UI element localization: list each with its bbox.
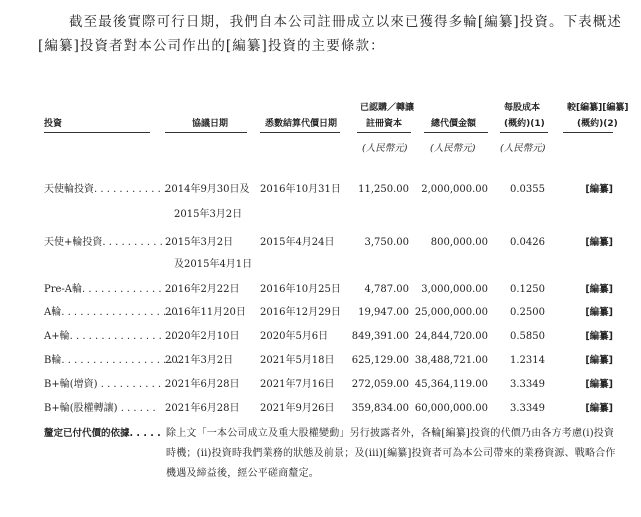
- header-registered-capital-line2: 註冊資本: [366, 119, 403, 129]
- row-agreement-date: 2021年6月28日: [165, 379, 240, 390]
- header-agreement-date: 協議日期: [192, 119, 229, 129]
- row-settlement-date: 2015年4月24日: [260, 237, 335, 248]
- row-discount: [編纂]: [585, 355, 613, 366]
- header-investment: 投資: [44, 119, 63, 129]
- header-cost-per-share-line2: (概約)(1): [504, 119, 545, 129]
- row-agreement-date: 2016年2月22日: [165, 284, 240, 295]
- row-discount: [編纂]: [585, 403, 613, 414]
- row-settlement-date: 2021年9月26日: [260, 403, 335, 414]
- header-cost-per-share-line1: 每股成本: [504, 103, 541, 113]
- row-investment: B輪. . . . . . . . . . . . . . . . . . .: [44, 355, 179, 366]
- row-discount: [編纂]: [585, 184, 613, 195]
- row-cost-per-share: 0.5850: [510, 331, 545, 342]
- row-agreement-date: 2014年9月30日及: [165, 184, 250, 195]
- header-rule: [357, 132, 411, 133]
- row-cost-per-share: 0.0426: [510, 237, 545, 248]
- row-investment: 天使輪投資. . . . . . . . . . . .: [44, 184, 168, 195]
- header-rule: [165, 132, 247, 133]
- row-investment: A輪. . . . . . . . . . . . . . . . . . .: [44, 307, 179, 318]
- row-agreement-date: 2021年3月2日: [165, 355, 234, 366]
- header-rule: [260, 132, 340, 133]
- row-cost-per-share: 0.0355: [510, 184, 545, 195]
- row-total-consideration: 2,000,000.00: [421, 184, 488, 195]
- row-cost-per-share: 3.3349: [510, 379, 545, 390]
- row-registered-capital: 11,250.00: [358, 184, 409, 195]
- row-registered-capital: 4,787.00: [364, 284, 409, 295]
- header-rule: [424, 132, 488, 133]
- row-discount: [編纂]: [585, 331, 613, 342]
- row-registered-capital: 849,391.00: [351, 331, 409, 342]
- row-discount: [編纂]: [585, 379, 613, 390]
- row-discount: [編纂]: [585, 284, 613, 295]
- row-settlement-date: 2016年10月25日: [260, 284, 341, 295]
- row-registered-capital: 19,947.00: [358, 307, 409, 318]
- row-investment: B+輪(股權轉讓) . . . . . .: [44, 403, 156, 414]
- row-investment: A+輪. . . . . . . . . . . . . . . . . .: [44, 331, 181, 342]
- header-total-consideration: 總代價金額: [431, 119, 477, 129]
- row-total-consideration: 24,844,720.00: [414, 331, 488, 342]
- unit-cost-per-share: (人民幣元): [500, 143, 546, 154]
- header-rule: [500, 132, 548, 133]
- row-settlement-date: 2021年5月18日: [260, 355, 335, 366]
- row-registered-capital: 625,129.00: [351, 355, 409, 366]
- basis-label: 釐定已付代價的依據. . . . .: [44, 428, 161, 439]
- row-total-consideration: 3,000,000.00: [421, 284, 488, 295]
- row-agreement-date: 2020年2月10日: [165, 331, 240, 342]
- row-investment: 天使+輪投資. . . . . . . . . . .: [44, 237, 170, 248]
- row-total-consideration: 38,488,721.00: [414, 355, 488, 366]
- row-cost-per-share: 1.2314: [510, 355, 545, 366]
- row-registered-capital: 272,059.00: [351, 379, 409, 390]
- row-agreement-date: 2016年11月20日: [165, 307, 246, 318]
- row-total-consideration: 25,000,000.00: [414, 307, 488, 318]
- row-cost-per-share: 3.3349: [510, 403, 545, 414]
- row-cost-per-share: 0.1250: [510, 284, 545, 295]
- unit-total-consideration: (人民幣元): [430, 143, 476, 154]
- header-discount-line2: (概約)(2): [577, 119, 618, 129]
- row-agreement-date: 及2015年4月1日: [174, 259, 253, 270]
- row-agreement-date: 2015年3月2日: [165, 237, 234, 248]
- row-total-consideration: 45,364,119.00: [414, 379, 488, 390]
- intro-paragraph: 截至最後實際可行日期，我們自本公司註冊成立以來已獲得多輪[編纂]投資。下表概述[編纂]投資者對本公司作出的[編纂]投資的主要條款：: [38, 14, 622, 54]
- row-settlement-date: 2021年7月16日: [260, 379, 335, 390]
- header-registered-capital-line1: 已認購／轉讓: [360, 103, 415, 113]
- header-rule: [44, 132, 150, 133]
- row-investment: Pre-A輪. . . . . . . . . . . . . . .: [44, 284, 175, 295]
- row-total-consideration: 60,000,000.00: [414, 403, 488, 414]
- row-cost-per-share: 0.2500: [510, 307, 545, 318]
- row-agreement-date: 2015年3月2日: [174, 209, 243, 220]
- row-registered-capital: 3,750.00: [364, 237, 409, 248]
- row-settlement-date: 2020年5月6日: [260, 331, 329, 342]
- header-discount-line1: 較[編纂][編纂]: [567, 103, 629, 113]
- row-registered-capital: 359,834.00: [351, 403, 409, 414]
- header-rule: [563, 132, 613, 133]
- row-investment: B+輪(增資) . . . . . . . . . . .: [44, 379, 168, 390]
- header-settlement-date: 悉數結算代價日期: [265, 119, 338, 129]
- row-discount: [編纂]: [585, 307, 613, 318]
- row-agreement-date: 2021年6月28日: [165, 403, 240, 414]
- row-total-consideration: 800,000.00: [430, 237, 488, 248]
- basis-text: 除上文「一本公司成立及重大股權變動」另行披露者外，各輪[編纂]投資的代價乃由各方考慮(i)投資時機；(ii)投資時我們業務的狀態及前景；及(iii)[編纂]投資者可為本公司帶來的業務資源、戰略合作機遇及締益後，經公平磋商釐定。: [166, 428, 616, 479]
- unit-registered-capital: (人民幣元): [362, 143, 408, 154]
- row-discount: [編纂]: [585, 237, 613, 248]
- row-settlement-date: 2016年12月29日: [260, 307, 341, 318]
- row-settlement-date: 2016年10月31日: [260, 184, 341, 195]
